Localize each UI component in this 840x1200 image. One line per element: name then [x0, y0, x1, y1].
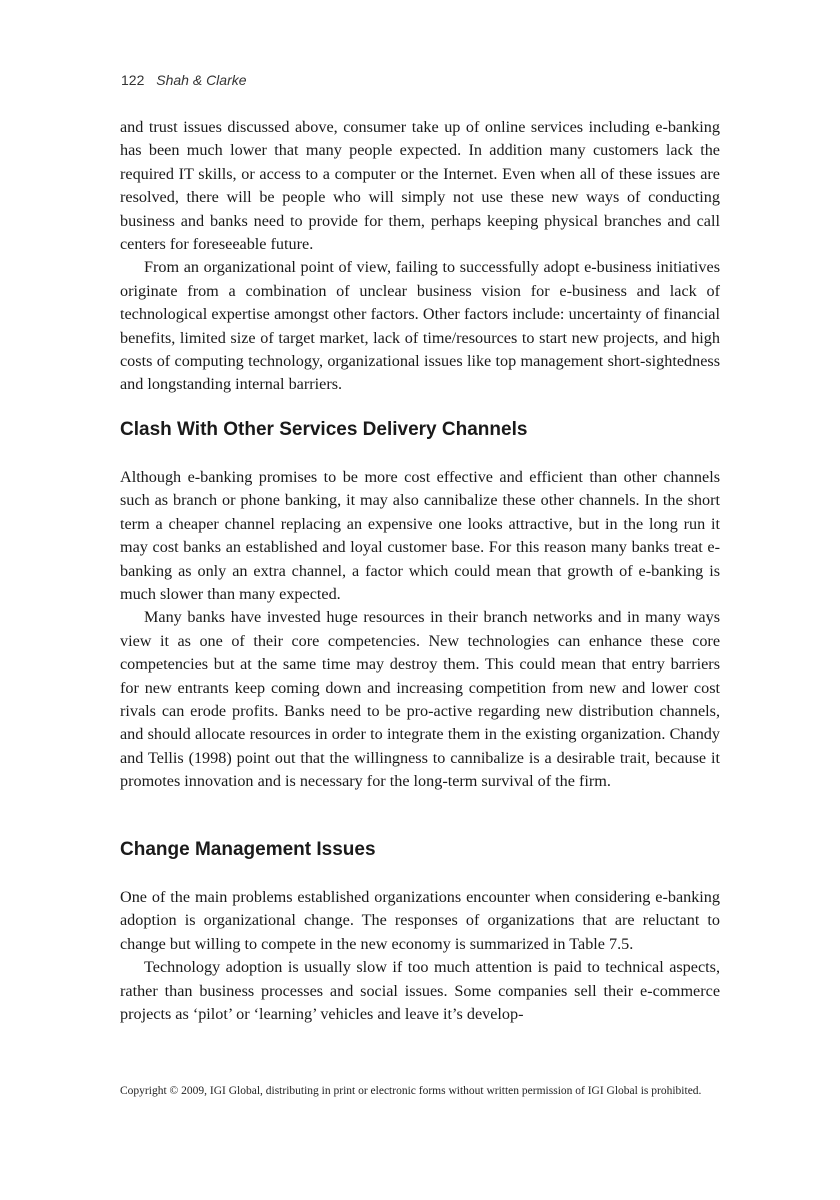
copyright-footer: Copyright © 2009, IGI Global, distributing in print or electronic forms without written permission of IGI Global is prohibited. [120, 1085, 702, 1097]
paragraph: Technology adoption is usually slow if too much attention is paid to technical aspects, rather than business processes and social issues. Some companies sell their e-commerce projects as ‘pilot’ or ‘learning’ vehicles and leave it’s develop- [120, 958, 720, 1024]
paragraph: One of the main problems established organizations encounter when considering e-banking adoption is organizational change. The responses of organizations that are reluctant to change but willing to compete in the new economy is summarized in Table 7.5. [120, 888, 720, 953]
running-head-authors: Shah & Clarke [156, 72, 247, 88]
section-change-management [120, 886, 720, 1026]
section-heading: Change Management Issues [120, 839, 376, 860]
section-intro [120, 116, 720, 397]
section-heading: Clash With Other Services Delivery Channels [120, 419, 528, 440]
paragraph: Although e-banking promises to be more cost effective and efficient than other channels such as branch or phone banking, it may also cannibalize these other channels. In the short term a cheaper channel replacing an expensive one looks attractive, but in the long run it may cost banks an established and loyal customer base. For this reason many banks treat e-banking as only an extra channel, a factor which could mean that growth of e-banking is much slower than many expected. [120, 468, 720, 604]
paragraph: and trust issues discussed above, consumer take up of online services including e-banking has been much lower that many people expected. In addition many customers lack the required IT skills, or access to a computer or the Internet. Even when all of these issues are resolved, there will be people who will simply not use these new ways of conducting business and banks need to provide for them, perhaps keeping physical branches and call centers for foreseeable future. [120, 118, 720, 254]
paragraph: Many banks have invested huge resources in their branch networks and in many ways view it as one of their core competencies. New technologies can enhance these core competencies but at the same time may destroy them. This could mean that entry barriers for new entrants keep coming down and increasing competition from new and lower cost rivals can erode profits. Banks need to be pro-active regarding new distribution channels, and should allocate resources in order to integrate them in the existing organization. Chandy and Tellis (1998) point out that the willingness to cannibalize is a desirable trait, because it promotes innovation and is necessary for the long-term survival of the firm. [120, 608, 720, 791]
section-clash-channels [120, 466, 720, 794]
running-head [121, 72, 247, 88]
paragraph: From an organizational point of view, failing to successfully adopt e-business initiatives originate from a combination of unclear business vision for e-business and lack of technological expertise amongst other factors. Other factors include: uncertainty of financial benefits, limited size of target market, lack of time/resources to start new projects, and high costs of computing technology, organizational issues like top management short-sightedness and longstanding internal barriers. [120, 258, 720, 394]
page-number: 122 [121, 72, 145, 88]
